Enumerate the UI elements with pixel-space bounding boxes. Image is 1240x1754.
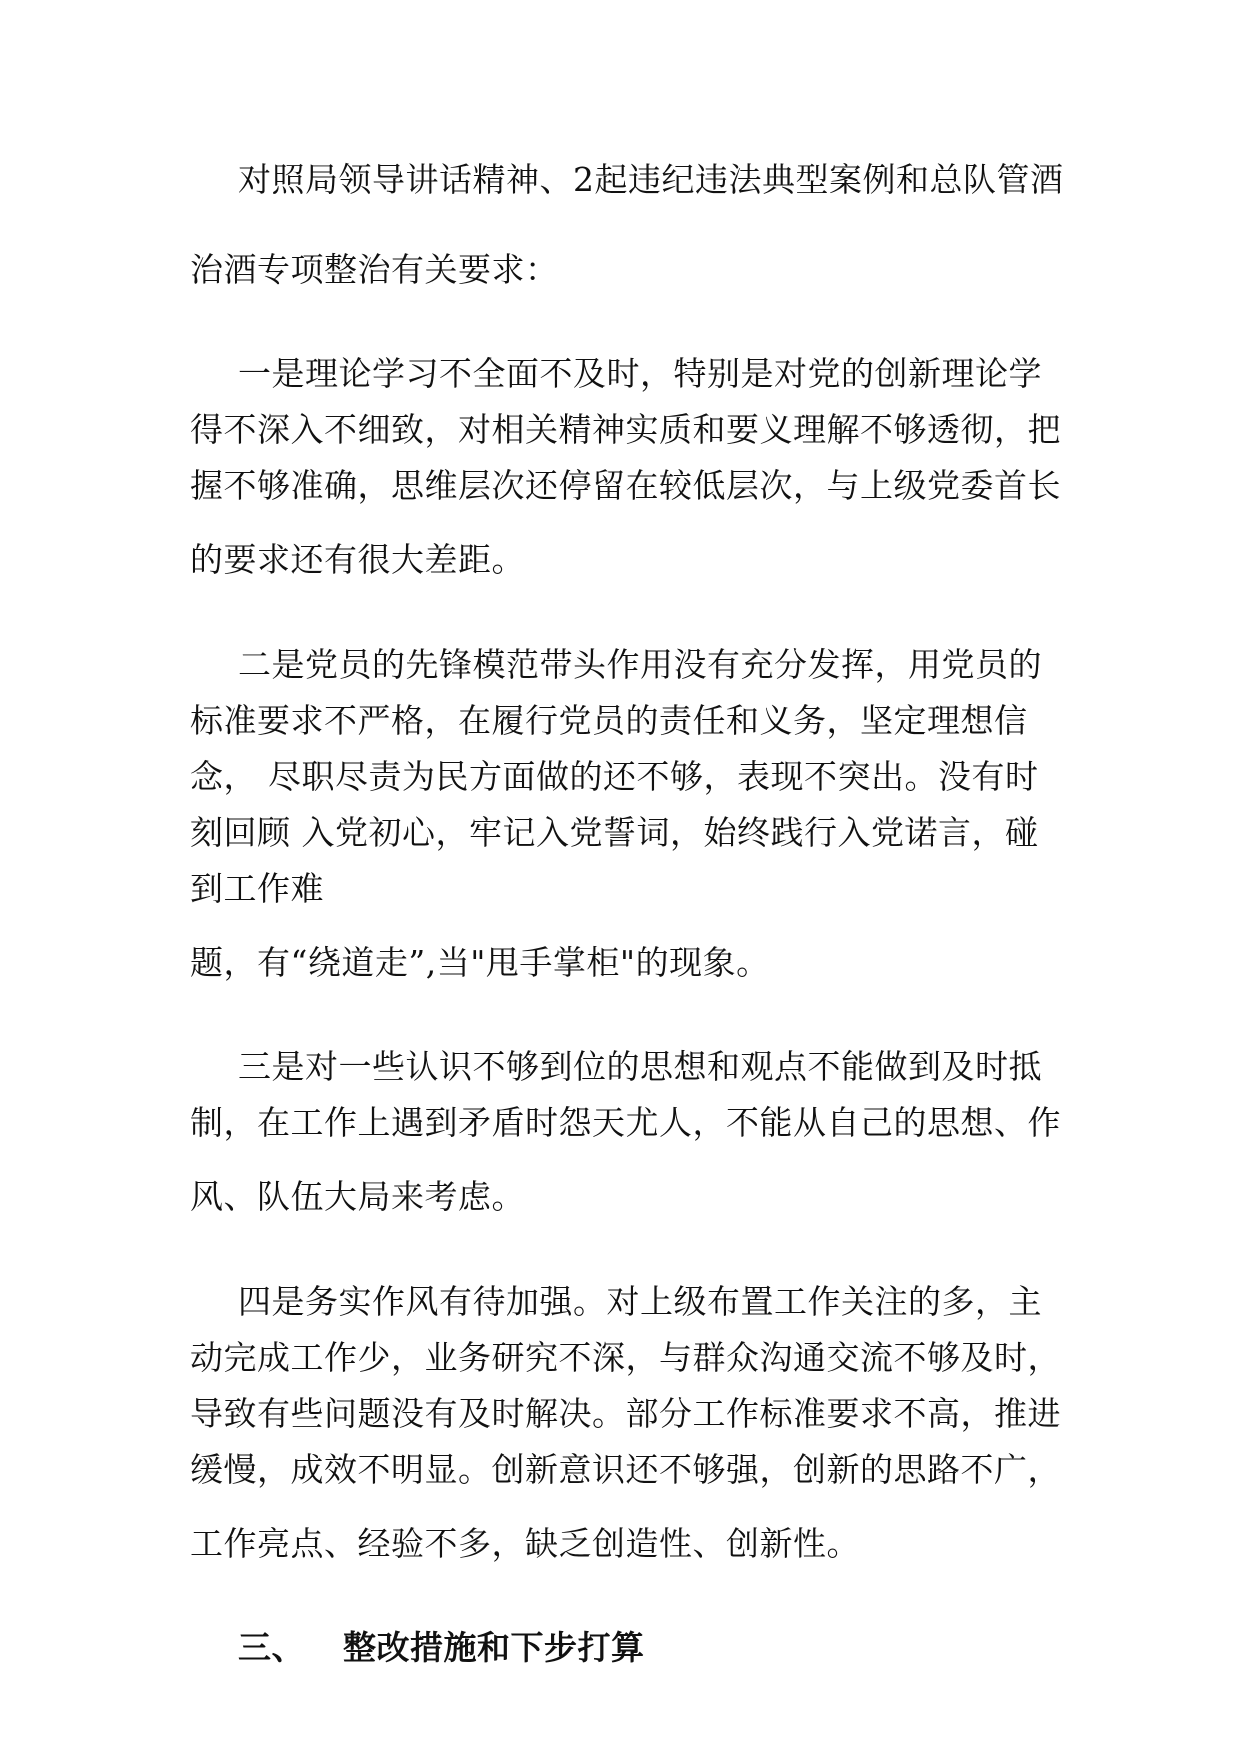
paragraph-2-line-3: 念， 尽职尽责为民方面做的还不够，表现不突出。没有时 xyxy=(190,757,1039,796)
paragraph-2-line-5: 到工作难 xyxy=(190,869,324,908)
paragraph-3-line-2: 制，在工作上遇到矛盾时怨天尤人，不能从自己的思想、作 xyxy=(190,1103,1061,1142)
paragraph-4-line-2: 动完成工作少，业务研究不深，与群众沟通交流不够及时， xyxy=(190,1338,1061,1377)
paragraph-1-line-3: 握不够准确，思维层次还停留在较低层次，与上级党委首长 xyxy=(190,466,1061,505)
section-heading-title: 整改措施和下步打算 xyxy=(343,1628,645,1667)
paragraph-4-line-1: 四是务实作风有待加强。对上级布置工作关注的多，主 xyxy=(238,1282,1042,1321)
paragraph-2-line-2: 标准要求不严格，在履行党员的责任和义务，坚定理想信 xyxy=(190,701,1028,740)
paragraph-4-line-4: 缓慢，成效不明显。创新意识还不够强，创新的思路不广， xyxy=(190,1450,1061,1489)
paragraph-2-line-1: 二是党员的先锋模范带头作用没有充分发挥，用党员的 xyxy=(238,645,1042,684)
paragraph-4-line-5: 工作亮点、经验不多，缺乏创造性、创新性。 xyxy=(190,1524,860,1563)
paragraph-3-line-1: 三是对一些认识不够到位的思想和观点不能做到及时抵 xyxy=(238,1047,1042,1086)
section-heading xyxy=(238,1628,645,1668)
section-heading-number: 三、 xyxy=(238,1628,305,1667)
paragraph-4-line-3: 导致有些问题没有及时解决。部分工作标准要求不高，推进 xyxy=(190,1394,1061,1433)
intro-line-1: 对照局领导讲话精神、2起违纪违法典型案例和总队管酒 xyxy=(238,160,1064,199)
paragraph-3-line-3: 风、队伍大局来考虑。 xyxy=(190,1177,525,1216)
paragraph-1-line-1: 一是理论学习不全面不及时，特别是对党的创新理论学 xyxy=(238,354,1042,393)
paragraph-1-line-4: 的要求还有很大差距。 xyxy=(190,540,525,579)
paragraph-2-line-4: 刻回顾 入党初心，牢记入党誓词，始终践行入党诺言，碰 xyxy=(190,813,1039,852)
paragraph-2-line-6: 题，有“绕道走”,当"甩手掌柜"的现象。 xyxy=(190,943,770,982)
paragraph-1-line-2: 得不深入不细致，对相关精神实质和要义理解不够透彻，把 xyxy=(190,410,1061,449)
intro-line-2: 治酒专项整治有关要求： xyxy=(190,250,559,289)
